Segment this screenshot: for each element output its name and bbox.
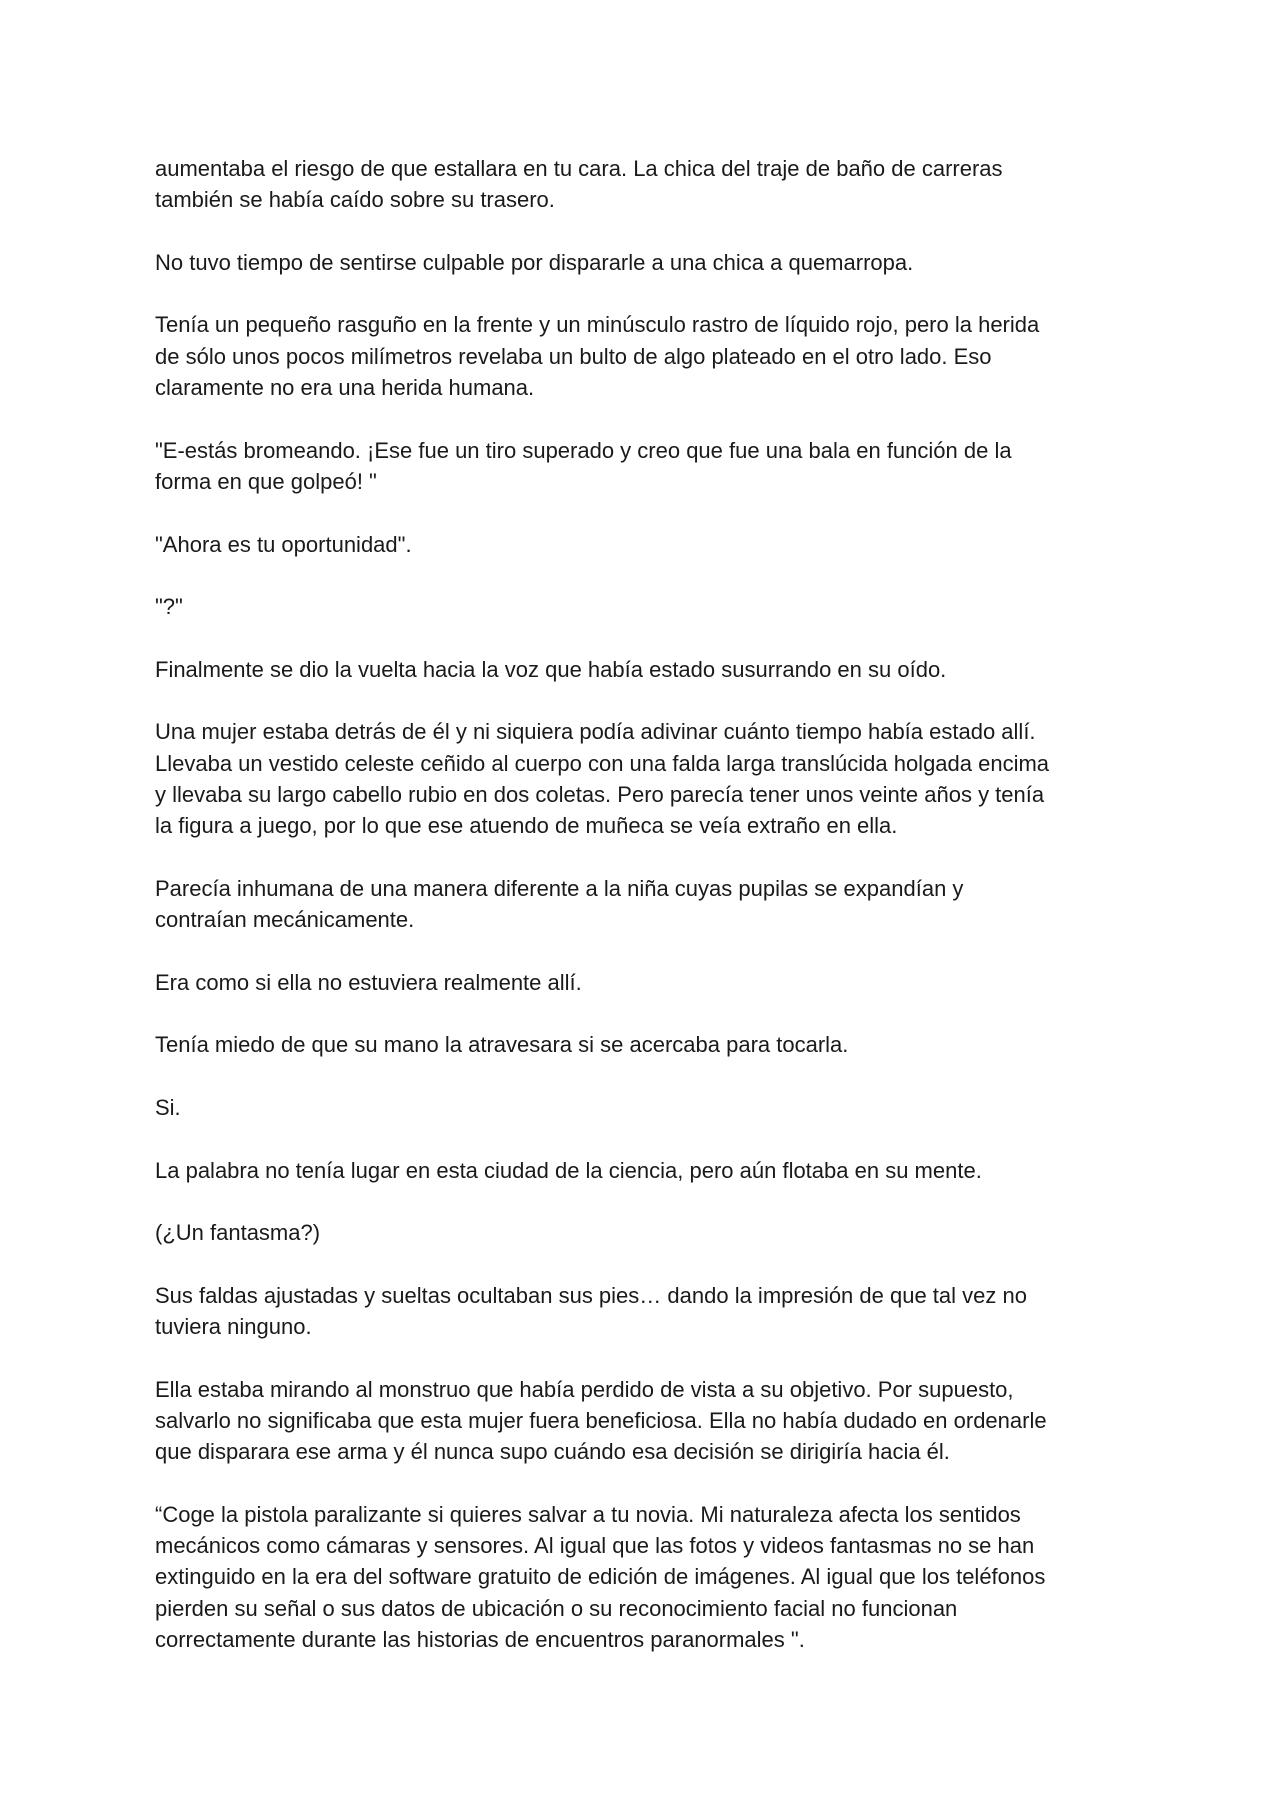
text-line: extinguido en la era del software gratuito de edición de imágenes. Al igual que los teléfonos [155,1564,1046,1590]
paragraph-3 [155,309,1125,403]
text-line: la figura a juego, por lo que ese atuendo de muñeca se veía extraño en ella. [155,813,898,839]
text-line: Era como si ella no estuviera realmente allí. [155,969,582,995]
text-line: aumentaba el riesgo de que estallara en tu cara. La chica del traje de baño de carreras [155,156,1003,181]
paragraph-12 [155,1092,1125,1123]
text-line: (¿Un fantasma?) [155,1220,321,1246]
paragraph-8 [155,716,1125,841]
text-line: "E-estás bromeando. ¡Ese fue un tiro superado y creo que fue una bala en función de la [155,437,1012,463]
text-line: que disparara ese arma y él nunca supo cuándo esa decisión se dirigiría hacia él. [155,1439,950,1465]
paragraph-14 [155,1217,1125,1248]
text-line: correctamente durante las historias de encuentros paranormales ". [155,1626,805,1652]
paragraph-11 [155,1029,1125,1060]
text-line: Parecía inhumana de una manera diferente a la niña cuyas pupilas se expandían y [155,875,964,901]
text-line: tuviera ninguno. [155,1313,312,1339]
text-line: también se había caído sobre su trasero. [155,187,555,213]
text-line: Una mujer estaba detrás de él y ni siquiera podía adivinar cuánto tiempo había estado allí. [155,719,1036,745]
text-line: Tenía un pequeño rasguño en la frente y un minúsculo rastro de líquido rojo, pero la herida [155,312,1040,338]
text-line: contraían mecánicamente. [155,907,415,933]
text-line: Si. [155,1094,181,1120]
text-line: No tuvo tiempo de sentirse culpable por dispararle a una chica a quemarropa. [155,249,914,275]
text-line: “Coge la pistola paralizante si quieres salvar a tu novia. Mi naturaleza afecta los sentidos [155,1501,1021,1527]
paragraph-4 [155,435,1125,498]
paragraph-5 [155,529,1125,560]
text-line: "Ahora es tu oportunidad". [155,531,412,557]
text-line: Ella estaba mirando al monstruo que había perdido de vista a su objetivo. Por supuesto, [155,1376,1014,1402]
text-line: Tenía miedo de que su mano la atravesara si se acercaba para tocarla. [155,1032,849,1058]
text-line: salvarlo no significaba que esta mujer fuera beneficiosa. Ella no había dudado en ordenarle [155,1407,1047,1433]
document-page [155,153,1125,1687]
text-line: y llevaba su largo cabello rubio en dos coletas. Pero parecía tener unos veinte años y tenía [155,781,1045,807]
text-line: claramente no era una herida humana. [155,375,535,401]
text-line: Llevaba un vestido celeste ceñido al cuerpo con una falda larga translúcida holgada encima [155,750,1050,776]
paragraph-17 [155,1499,1125,1655]
text-line: Finalmente se dio la vuelta hacia la voz que había estado susurrando en su oído. [155,656,947,682]
paragraph-6 [155,591,1125,622]
paragraph-9 [155,873,1125,936]
paragraph-2 [155,247,1125,278]
text-line: de sólo unos pocos milímetros revelaba un bulto de algo plateado en el otro lado. Eso [155,343,992,369]
text-line: Sus faldas ajustadas y sueltas ocultaban sus pies… dando la impresión de que tal vez no [155,1282,1027,1308]
paragraph-15 [155,1280,1125,1343]
text-line: La palabra no tenía lugar en esta ciudad de la ciencia, pero aún flotaba en su mente. [155,1157,982,1183]
text-line: "?" [155,594,183,620]
text-line: mecánicos como cámaras y sensores. Al igual que las fotos y videos fantasmas no se han [155,1533,1035,1559]
paragraph-13 [155,1155,1125,1186]
text-line: forma en que golpeó! " [155,468,377,494]
paragraph-7 [155,654,1125,685]
text-line: pierden su señal o sus datos de ubicación o su reconocimiento facial no funcionan [155,1595,958,1621]
paragraph-16 [155,1374,1125,1468]
paragraph-1 [155,153,1125,216]
paragraph-10 [155,967,1125,998]
